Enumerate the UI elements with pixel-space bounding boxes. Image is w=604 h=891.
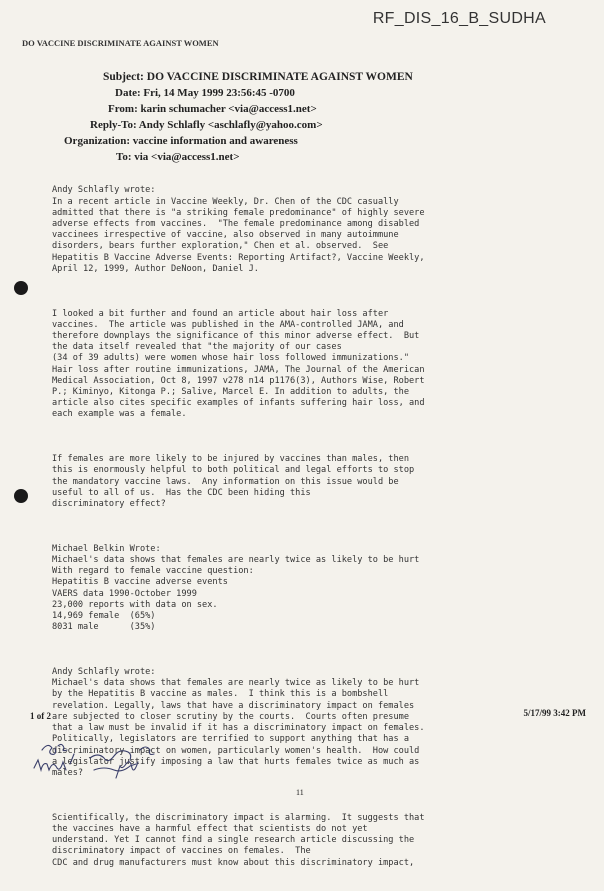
body-paragraph: I looked a bit further and found an article about hair loss after vaccines. The article was published in the AMA-controlled JAMA, and therefore downplays the significance of this minor adverse effect. But the data itself revealed that "the majority of our cases (34 of 39 adults) were women whose hair loss followed immunizations." Hair loss after routine immunizations, JAMA, The Journal of the American Medical Association, Oct 8, 1997 v278 n14 p1176(3), Authors Wise, Robert P.; Kiminyo, Kitonga P.; Salive, Marcel E. In addition to adults, the article also cites specific examples of infants suffering hair loss, and each example was a female. (52, 308, 425, 420)
page-number: 1 of 2 (30, 711, 51, 721)
body-paragraph: If females are more likely to be injured by vaccines than males, then this is enormously helpful to both political and legal efforts to stop the mandatory vaccine laws. Any information on this issue would be useful to all of us. Has the CDC been hiding this discriminatory effect? (52, 454, 415, 510)
document-id: RF_DIS_16_B_SUDHA (372, 10, 546, 27)
punch-hole (14, 489, 28, 503)
handwritten-annotation-icon (28, 728, 188, 790)
subject-line: Subject: DO VACCINE DISCRIMINATE AGAINST WOMEN (103, 71, 413, 83)
print-datestamp: 5/17/99 3:42 PM (523, 708, 586, 718)
body-paragraph: Andy Schlafly wrote: In a recent article in Vaccine Weekly, Dr. Chen of the CDC casually admitted that there is "a striking female predominance" of highly severe adverse effects from vaccines. "The female predominance among disabled vaccinees irrespective of vaccine, also observed in many autoimmune disorders, bears further exploration," Chen et al. observed. See Hepatitis B Vaccine Adverse Events: Reporting Artifact?, Vaccine Weekly, April 12, 1999, Author DeNoon, Daniel J. (52, 185, 425, 274)
body-paragraph: Michael Belkin Wrote: Michael's data shows that females are nearly twice as likely to be hurt With regard to female vaccine question: Hepatitis B vaccine adverse events VAERS data 1990-October 1999 23,000 reports with data on sex. 14,969 female (65%) 8031 male (35%) (52, 543, 420, 633)
body-paragraph: Scientifically, the discriminatory impact is alarming. It suggests that the vaccines have a harmful effect that scientists do not yet understand. Yet I cannot find a single research article discussing the discriminatory impact of vaccines on females. The CDC and drug manufacturers must know about this discriminatory impact, (52, 812, 425, 868)
reply-to-line: Reply-To: Andy Schlafly <aschlafly@yahoo.com> (90, 119, 323, 131)
punch-hole (14, 281, 28, 295)
running-head: DO VACCINE DISCRIMINATE AGAINST WOMEN (22, 38, 219, 48)
organization-line: Organization: vaccine information and awareness (64, 135, 298, 147)
from-line: From: karin schumacher <via@access1.net> (108, 103, 317, 115)
footer-mark: 11 (296, 788, 304, 797)
to-line: To: via <via@access1.net> (116, 151, 240, 163)
date-line: Date: Fri, 14 May 1999 23:56:45 -0700 (115, 87, 295, 99)
body-paragraph: Andy Schlafly wrote: Michael's data shows that females are nearly twice as likely to be hurt by the Hepatitis B vaccine as males. I think this is a bombshell revelation. Legally, laws that have a discriminatory impact on females are subjected to closer scrutiny by the courts. Courts often presume that a law must be invalid if it has a discriminatory impact on females. Politically, legislators are terrified to support anything that has a discriminatory impact on women, particularly women's health. How could a legislator justify imposing a law that hurts females twice as much as males? (52, 667, 425, 778)
